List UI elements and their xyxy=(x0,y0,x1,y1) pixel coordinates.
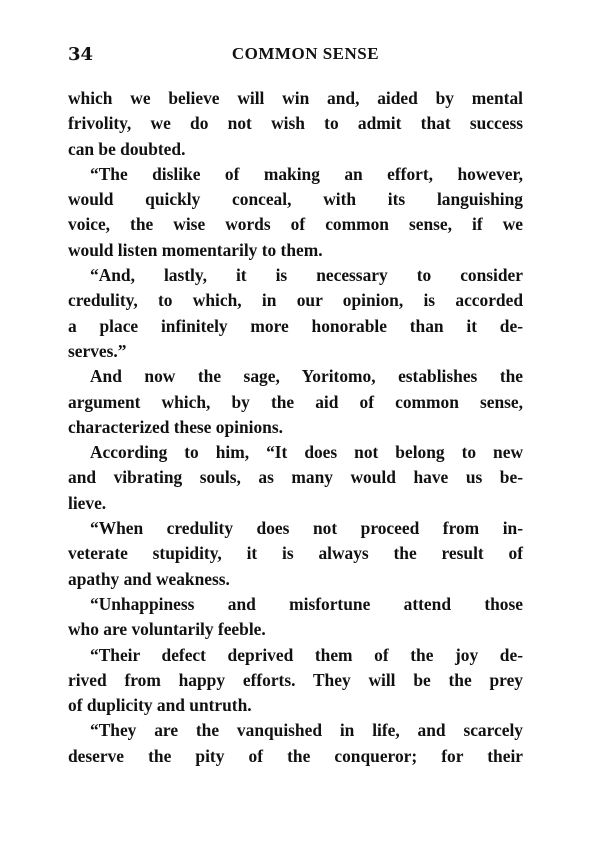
text-line: would quickly conceal, with its languishing xyxy=(68,189,523,210)
text-line: voice, the wise words of common sense, if we xyxy=(68,214,523,235)
text-line: can be doubted. xyxy=(68,138,186,159)
text-line: credulity, to which, in our opinion, is accorded xyxy=(68,290,523,311)
text-line: which we believe will win and, aided by mental xyxy=(68,88,523,108)
running-title: COMMON SENSE xyxy=(231,44,380,63)
text-line: would listen momentarily to them. xyxy=(68,239,323,260)
text-line: “They are the vanquished in life, and scarcely xyxy=(90,720,523,741)
text-line: serves.” xyxy=(68,340,127,361)
text-line: and vibrating souls, as many would have us be- xyxy=(68,467,523,488)
page-body xyxy=(68,86,523,769)
text-line: who are voluntarily feeble. xyxy=(68,619,266,640)
text-line: lieve. xyxy=(68,492,107,513)
text-line: And now the sage, Yoritomo, establishes the xyxy=(90,366,523,387)
text-line: “And, lastly, it is necessary to consider xyxy=(90,265,523,286)
text-line: “When credulity does not proceed from in- xyxy=(90,518,523,539)
text-line: of duplicity and untruth. xyxy=(68,695,252,716)
text-line: veterate stupidity, it is always the result of xyxy=(68,543,523,564)
page-number: 34 xyxy=(68,44,94,65)
text-line: frivolity, we do not wish to admit that success xyxy=(68,113,523,134)
text-line: a place infinitely more honorable than it de- xyxy=(68,315,523,336)
text-line: apathy and weakness. xyxy=(68,568,230,589)
text-line: According to him, “It does not belong to new xyxy=(90,442,523,463)
text-line: rived from happy efforts. They will be the prey xyxy=(68,669,523,690)
page-header xyxy=(68,44,523,70)
text-line: “Unhappiness and misfortune attend those xyxy=(90,593,523,614)
text-line: characterized these opinions. xyxy=(68,416,283,437)
text-line: “Their defect deprived them of the joy de- xyxy=(90,644,523,665)
text-line: argument which, by the aid of common sense, xyxy=(68,391,523,412)
text-line: “The dislike of making an effort, however, xyxy=(90,163,523,184)
text-line: deserve the pity of the conqueror; for their xyxy=(68,745,523,766)
